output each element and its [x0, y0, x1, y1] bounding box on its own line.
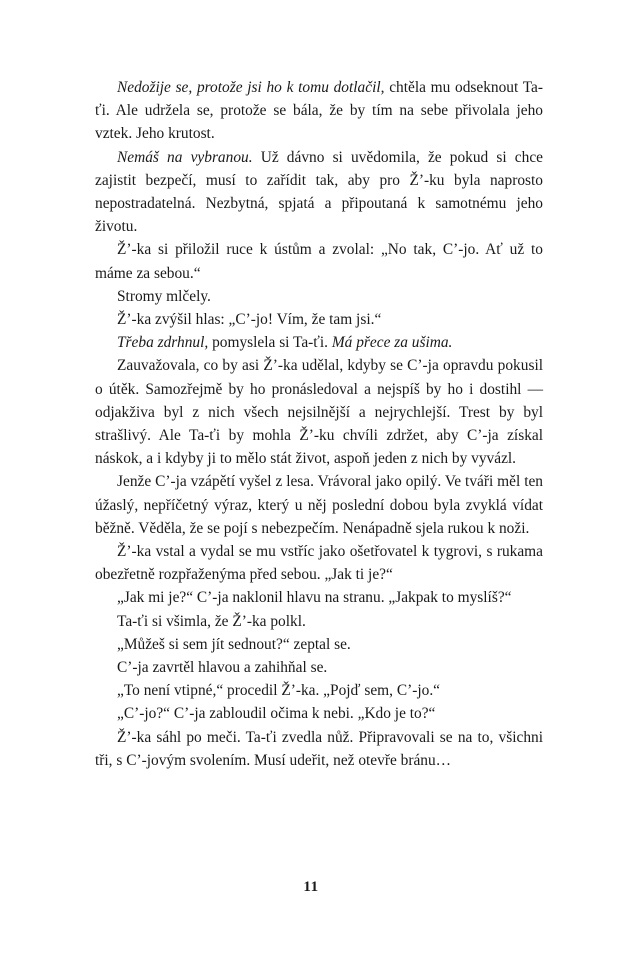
paragraph: [95, 354, 543, 470]
text-run: Ž’-ka zvýšil hlas: „C’-jo! Vím, že tam jsi.“: [117, 311, 382, 329]
text-run: Zauvažovala, co by asi Ž’-ka udělal, kdyby se C’-ja opravdu pokusil o útěk. Samozřejmě by ho pronásledoval a nejspíš by ho i dostihl — odjakživa byl z nich všech nejsilnější a nejrychlejší. Trest by byl strašlivý. Ale Ta-ťi by mohla Ž’-ku chvíli zdržet, aby C’-ja získal náskok, a i kdyby ji to mělo stát život, aspoň jeden z nich by vyvázl.: [95, 357, 543, 468]
paragraph: [95, 76, 543, 146]
paragraph: [95, 308, 543, 331]
paragraph: [95, 679, 543, 702]
paragraph: [95, 238, 543, 284]
text-run: Ta-ťi si všimla, že Ž’-ka polkl.: [117, 612, 306, 630]
text-run: „To není vtipné,“ procedil Ž’-ka. „Pojď sem, C’-jo.“: [117, 682, 440, 700]
paragraph: [95, 470, 543, 540]
paragraph: [95, 285, 543, 308]
body-text: [95, 76, 543, 772]
paragraph: [95, 331, 543, 354]
paragraph: [95, 633, 543, 656]
text-run: „C’-jo?“ C’-ja zabloudil očima k nebi. „Kdo je to?“: [117, 705, 436, 723]
italic-text-run: Nedožije se, protože jsi ho k tomu dotlačil,: [117, 79, 385, 96]
paragraph: [95, 656, 543, 679]
text-run: Jenže C’-ja vzápětí vyšel z lesa. Vrávoral jako opilý. Ve tváři měl ten úžaslý, nepříčetný výraz, který u něj poslední dobou byla zvyklá vídat běžně. Věděla, že se pojí s nebezpečím. Nenápadně sjela rukou k noži.: [95, 473, 543, 537]
italic-text-run: Má přece za ušima.: [331, 334, 453, 352]
paragraph: [95, 586, 543, 609]
paragraph: [95, 610, 543, 633]
italic-text-run: Třeba zdrhnul,: [117, 334, 209, 352]
text-run: Ž’-ka vstal a vydal se mu vstříc jako ošetřovatel k tygrovi, s rukama obezřetně rozpřaženýma před sebou. „Jak ti je?“: [95, 543, 543, 584]
text-run: „Jak mi je?“ C’-ja naklonil hlavu na stranu. „Jakpak to myslíš?“: [117, 589, 512, 607]
text-run: C’-ja zavrtěl hlavou a zahihňal se.: [117, 659, 328, 677]
text-run: „Můžeš si sem jít sednout?“ zeptal se.: [117, 635, 351, 653]
text-run: Ž’-ka si přiložil ruce k ústům a zvolal: „No tak, C’-jo. Ať už to máme za sebou.“: [95, 241, 543, 282]
text-run: Už dávno si uvědomila, že pokud si chce zajistit bezpečí, musí to zařídit tak, aby pro Ž’-ku byla naprosto nepostradatelná. Nezbytná, spjatá a připoutaná k samotnému jeho životu.: [95, 148, 543, 236]
text-run: Ž’-ka sáhl po meči. Ta-ťi zvedla nůž. Připravovali se na to, všichni tři, s C’-jovým svolením. Musí udeřit, než otevře bránu…: [95, 728, 543, 769]
text-run: chtěla mu odseknout Ta-ťi. Ale udržela se, protože se bála, že by tím na sebe přivolala jeho vztek. Jeho krutost.: [95, 79, 543, 143]
text-run: Stromy mlčely.: [117, 287, 211, 305]
page-number: 11: [303, 879, 319, 895]
italic-text-run: Nemáš na vybranou.: [117, 148, 253, 166]
paragraph: [95, 540, 543, 586]
text-run: pomyslela si Ta-ťi.: [208, 334, 332, 352]
paragraph: [95, 702, 543, 725]
paragraph: [95, 146, 543, 239]
paragraph: [95, 726, 543, 772]
